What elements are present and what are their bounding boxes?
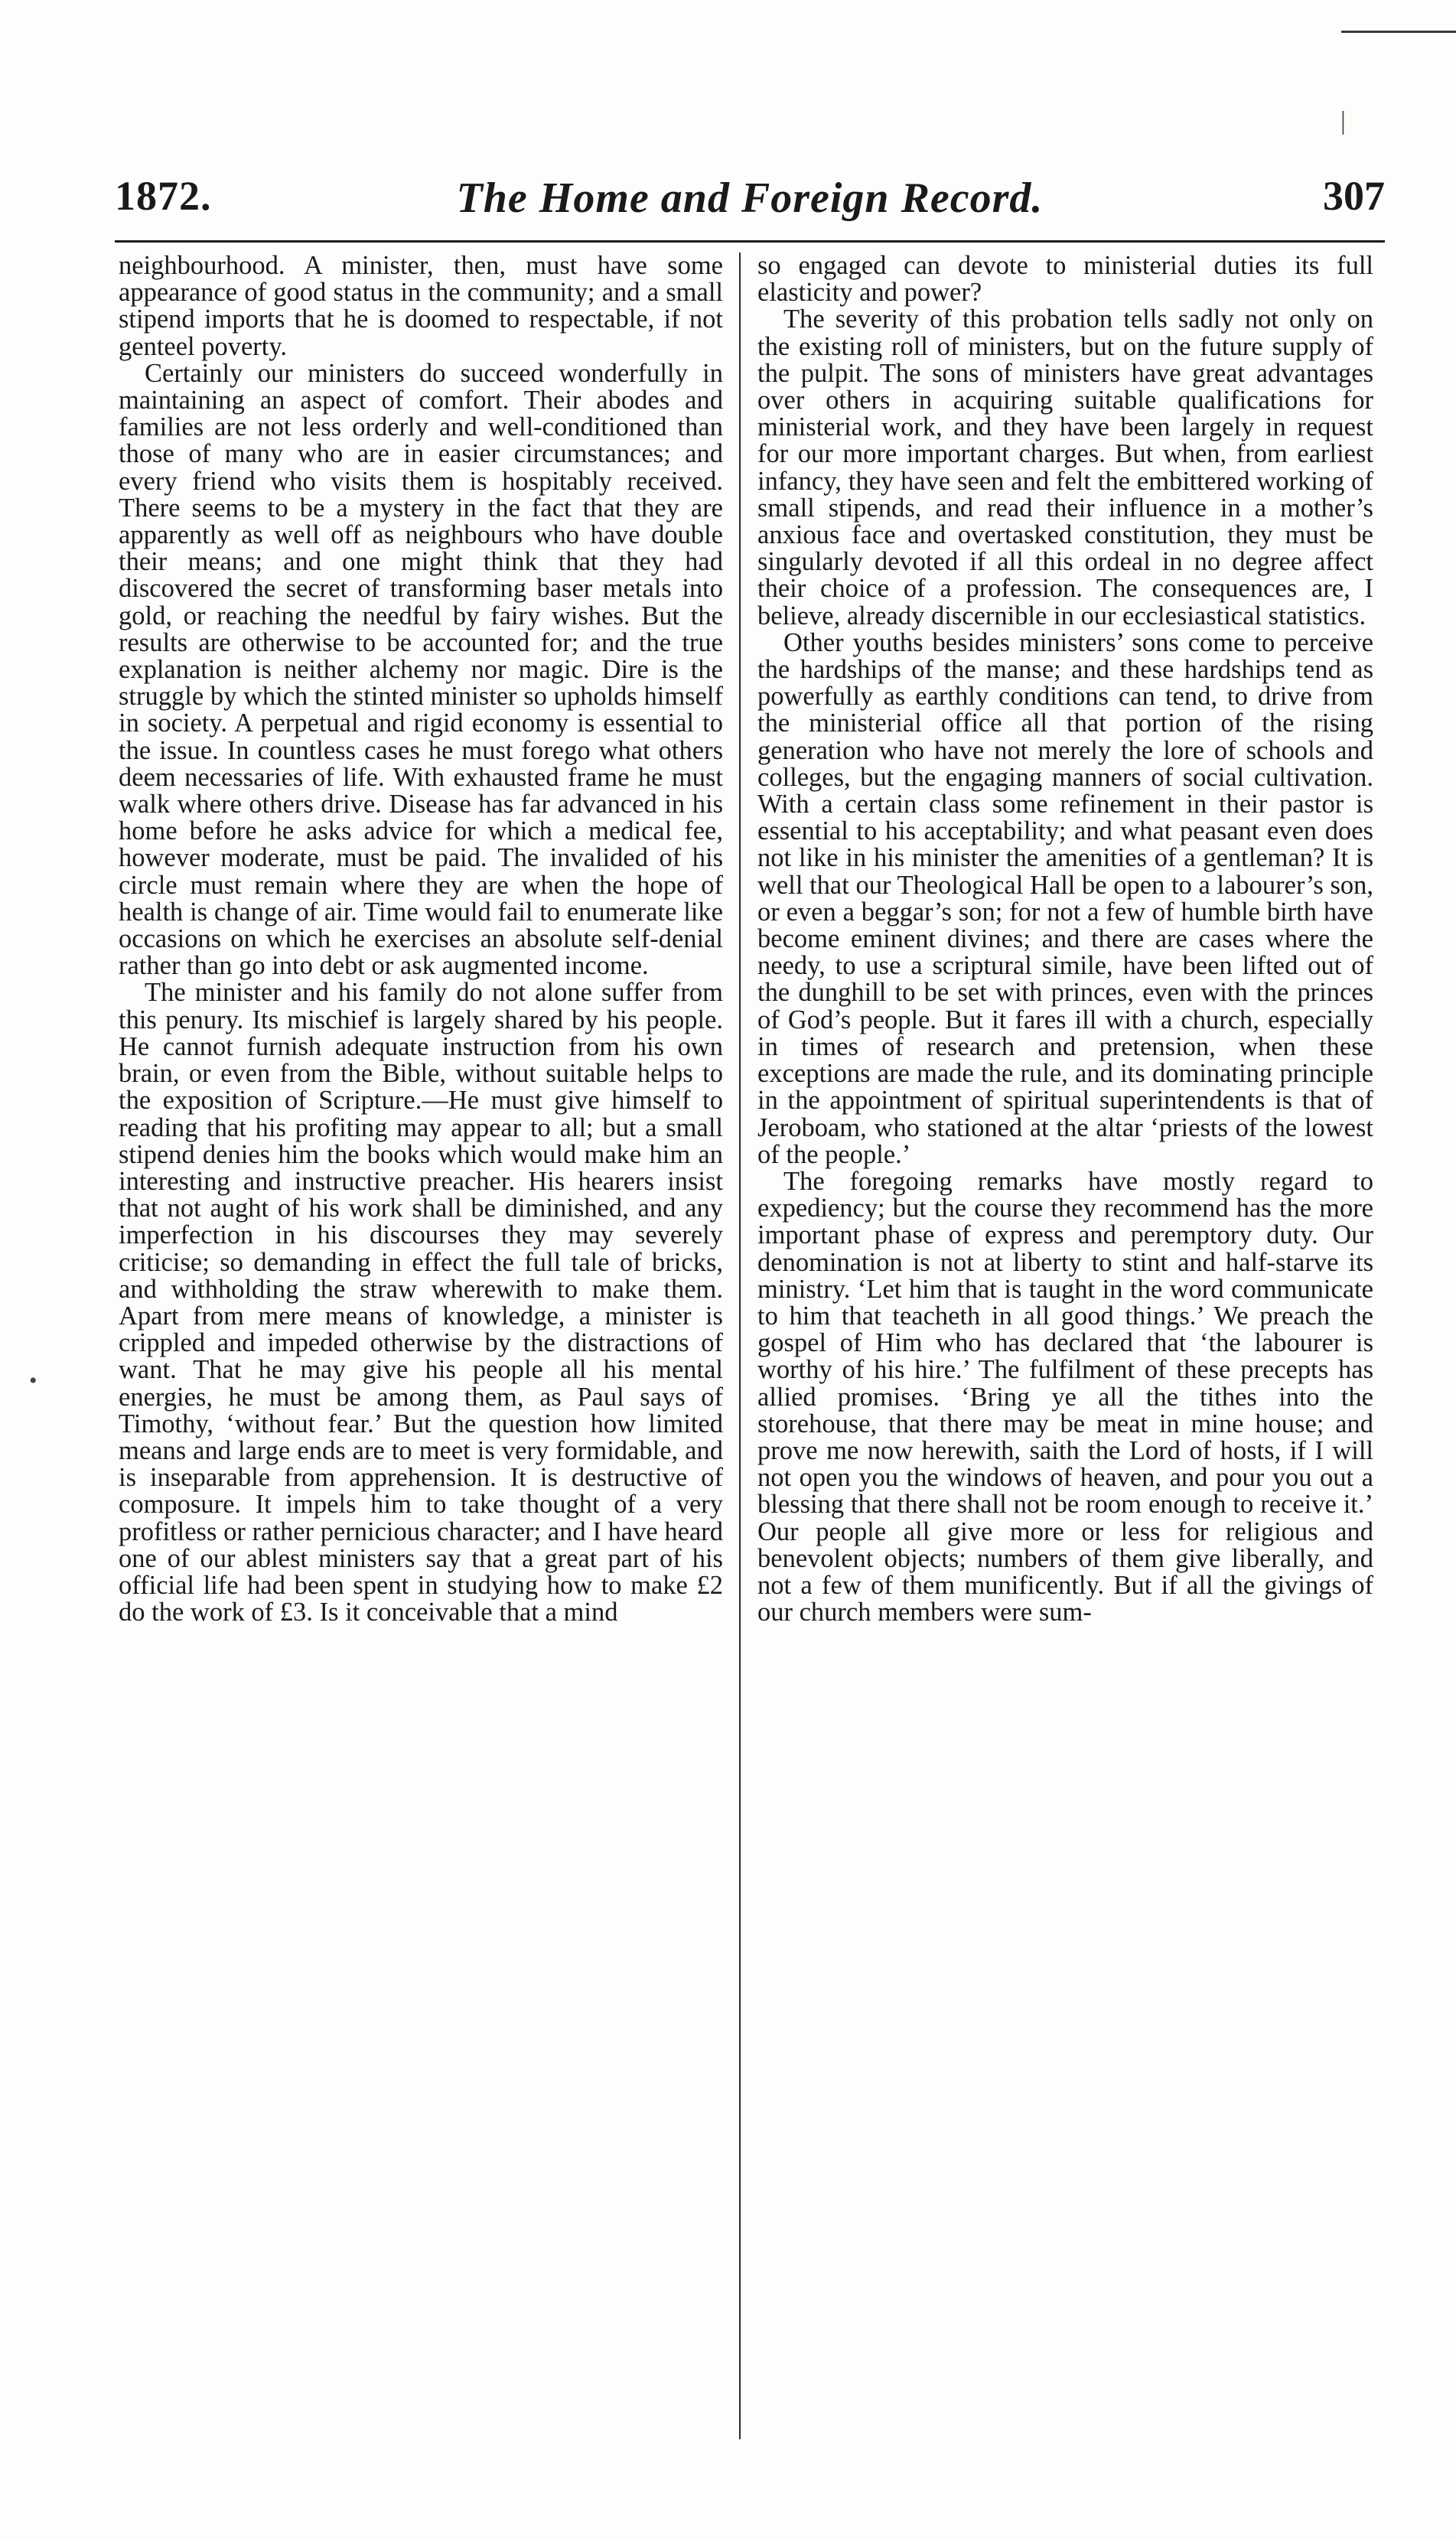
left-paragraph-3: The minister and his family do not alone suffer from this penury. Its mischief is largely shared by his people. He cannot furnish adequate instruction from his own brain, or even from the Bible, without suitable helps to the exposition of Scripture.—He must give himself to reading that his profiting may appear to all; but a small stipend denies him the books which would make him an interesting and instructive preacher. His hearers insist that not aught of his work shall be diminished, and any imperfection in his discourses they may severely criticise; so demanding in effect the full tale of bricks, and withholding the straw wherewith to make them. Apart from mere means of knowledge, a minister is crippled and impeded otherwise by the distractions of want. That he may give his people all his mental energies, he must be among them, as Paul says of Timothy, ‘without fear.’ But the question how limited means and large ends are to meet is very formidable, and is inseparable from apprehension. It is destructive of composure. It impels him to take thought of a very profitless or rather pernicious character; and I have heard one of our ablest ministers say that a great part of his official life had been spent in studying how to make £2 do the work of £3. Is it conceivable that a mind [119,978,723,1627]
header-year: 1872. [115,173,212,219]
page-number: 307 [1323,173,1385,219]
column-divider [739,252,741,2439]
top-edge-rule [1341,31,1456,33]
right-paragraph-3: Other youths besides ministers’ sons come to perceive the hardships of the manse; and these hardships tend as powerfully as earthly conditions can tend, to drive from the ministerial office all that portion of the rising generation who have not merely the lore of schools and colleges, but the engaging manners of social cultivation. With a certain class some refinement in their pastor is essential to his acceptability; and what peasant even does not like in his minister the amenities of a gentleman? It is well that our Theological Hall be open to a labourer’s son, or even a beggar’s son; for not a few of humble birth have become eminent divines; and there are cases where the needy, to use a scriptural simile, have been lifted out of the dunghill to be set with princes, even with the princes of God’s people. But it fares ill with a church, especially in times of research and pretension, when these exceptions are made the rule, and its dominating principle in the appointment of spiritual superintendents is that of Jeroboam, who stationed at the altar ‘priests of the lowest of the people.’ [757,627,1373,1169]
left-paragraph-2: Certainly our ministers do succeed wonderfully in maintaining an aspect of comfort. Their abodes and families are not less orderly and well-conditioned than those of many who are in easier circumstances; and every friend who visits them is hospitably received. There seems to be a mystery in the fact that they are apparently as well off as neighbours who have double their means; and one might think that they had discovered the secret of transforming baser metals into gold, or reaching the needful by fairy wishes. But the results are otherwise to be accounted for; and the true explanation is neither alchemy nor magic. Dire is the struggle by which the stinted minister so upholds himself in society. A perpetual and rigid economy is essential to the issue. In countless cases he must forego what others deem necessaries of life. With exhausted frame he must walk where others drive. Disease has far advanced in his home before he asks advice for which a medical fee, however moderate, must be paid. The invalided of his circle must remain where they are when the hope of health is change of air. Time would fail to enumerate like occasions on which he exercises an absolute self-denial rather than go into debt or ask augmented income. [119,358,723,981]
right-paragraph-1: so engaged can devote to ministerial duties its full elasticity and power? [757,251,1373,308]
right-paragraph-2: The severity of this probation tells sadly not only on the existing roll of ministers, but on the future supply of the pulpit. The sons of ministers have great advantages over others in acquiring suitable qualifications for ministerial work, and they have been largely in request for our more important charges. But when, from earliest infancy, they have seen and felt the embittered working of small stipends, and read their influence in a mother’s anxious face and overtasked constitution, they must be singularly devoted if all this ordeal in no degree affect their choice of a profession. The consequences are, I believe, already discernible in our ecclesiastical statistics. [757,305,1373,630]
header-rule [115,240,1385,243]
running-header [115,172,1385,233]
top-tick-mark: | [1340,107,1346,135]
left-paragraph-1: neighbourhood. A minister, then, must have some appearance of good status in the community; and a small stipend imports that he is doomed to respectable, if not genteel poverty. [119,251,723,361]
margin-mark: • [29,1368,37,1393]
header-title: The Home and Foreign Record. [456,174,1044,222]
right-column [757,252,1373,1626]
right-paragraph-4: The foregoing remarks have mostly regard to expediency; but the course they recommend has the more important phase of express and peremptory duty. Our denomination is not at liberty to stint and half-starve its ministry. ‘Let him that is taught in the word communicate to him that teacheth in all good things.’ We preach the gospel of Him who has declared that ‘the labourer is worthy of his hire.’ The fulfilment of these precepts has allied promises. ‘Bring ye all the tithes into the storehouse, that there may be meat in mine house; and prove me now herewith, saith the Lord of hosts, if I will not open you the windows of heaven, and pour you out a blessing that there shall not be room enough to receive it.’ Our people all give more or less for religious and benevolent objects; numbers of them give liberally, and not a few of them munificently. But if all the givings of our church members were sum- [757,1166,1373,1627]
left-column [119,252,723,1626]
